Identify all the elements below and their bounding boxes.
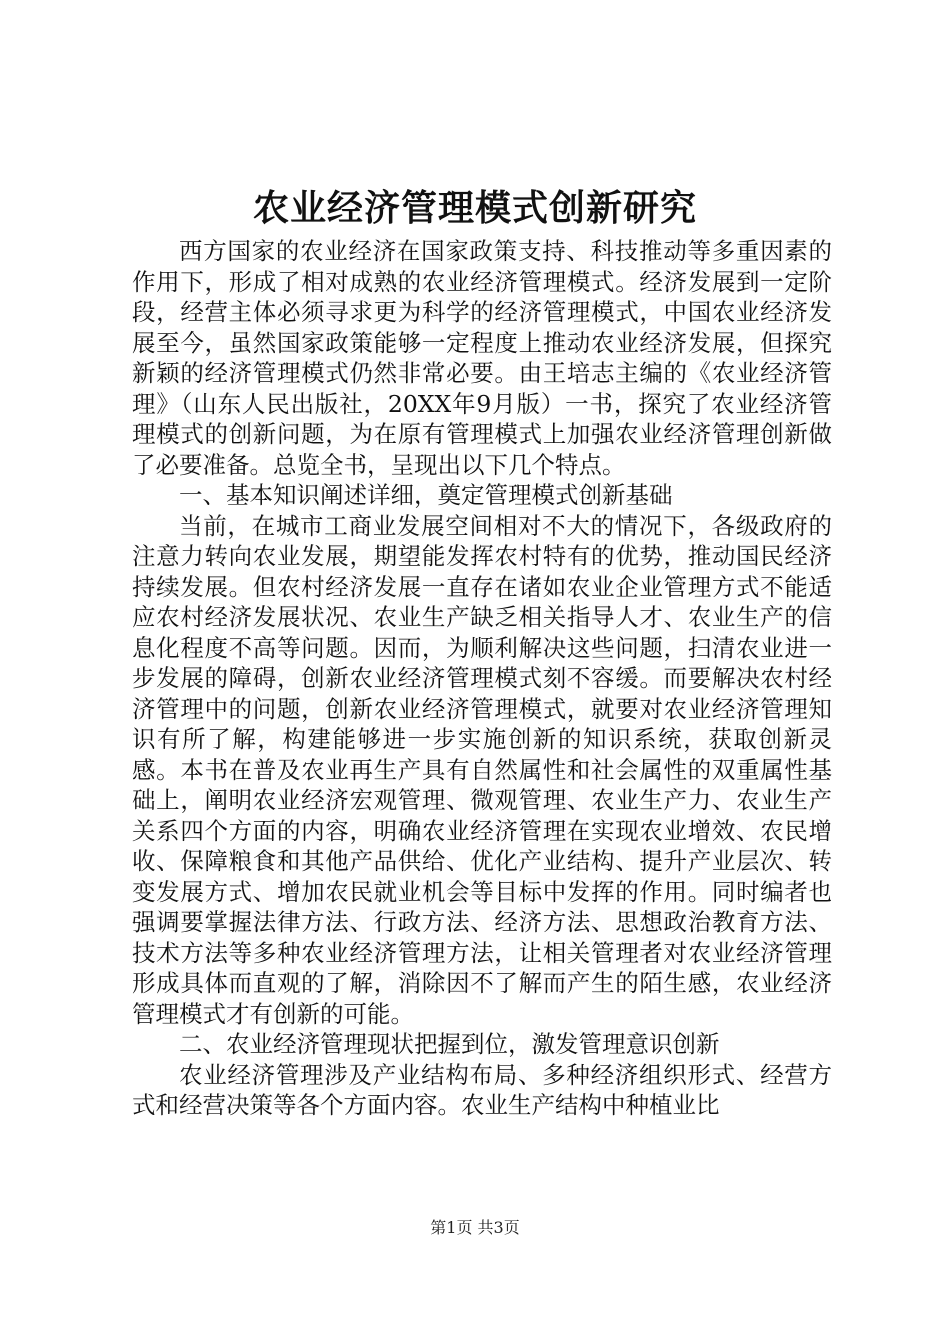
- section-1-paragraph: 当前，在城市工商业发展空间相对不大的情况下，各级政府的注意力转向农业发展，期望能发挥农村特有的优势，推动国民经济持续发展。但农村经济发展一直存在诸如农业企业管理方式不能适应农村经济发展状况、农业生产缺乏相关指导人才、农业生产的信息化程度不高等问题。因而，为顺利解决这些问题，扫清农业进一步发展的障碍，创新农业经济管理模式刻不容缓。而要解决农村经济管理中的问题，创新农业经济管理模式，就要对农业经济管理知识有所了解，构建能够进一步实施创新的知识系统，获取创新灵感。本书在普及农业再生产具有自然属性和社会属性的双重属性基础上，阐明农业经济宏观管理、微观管理、农业生产力、农业生产关系四个方面的内容，明确农业经济管理在实现农业增效、农民增收、保障粮食和其他产品供给、优化产业结构、提升产业层次、转变发展方式、增加农民就业机会等目标中发挥的作用。同时编者也强调要掌握法律方法、行政方法、经济方法、思想政治教育方法、技术方法等多种农业经济管理方法，让相关管理者对农业经济管理形成具体而直观的了解，消除因不了解而产生的陌生感，农业经济管理模式才有创新的可能。: [132, 511, 832, 1028]
- section-heading-2: 二、农业经济管理现状把握到位，激发管理意识创新: [179, 1030, 720, 1058]
- document-body: [132, 236, 832, 1121]
- section-2-paragraph: 农业经济管理涉及产业结构布局、多种经济组织形式、经营方式和经营决策等各个方面内容。农业生产结构中种植业比: [132, 1060, 832, 1119]
- section-heading-1: 一、基本知识阐述详细，奠定管理模式创新基础: [179, 481, 673, 509]
- page-footer: 第1页 共3页: [430, 1218, 520, 1237]
- intro-paragraph: 西方国家的农业经济在国家政策支持、科技推动等多重因素的作用下，形成了相对成熟的农业经济管理模式。经济发展到一定阶段，经营主体必须寻求更为科学的经济管理模式，中国农业经济发展至今，虽然国家政策能够一定程度上推动农业经济发展，但探究新颖的经济管理模式仍然非常必要。由王培志主编的《农业经济管理》（山东人民出版社，20XX年9月版）一书，探究了农业经济管理模式的创新问题，为在原有管理模式上加强农业经济管理创新做了必要准备。总览全书，呈现出以下几个特点。: [132, 237, 832, 479]
- document-title: 农业经济管理模式创新研究: [252, 187, 697, 229]
